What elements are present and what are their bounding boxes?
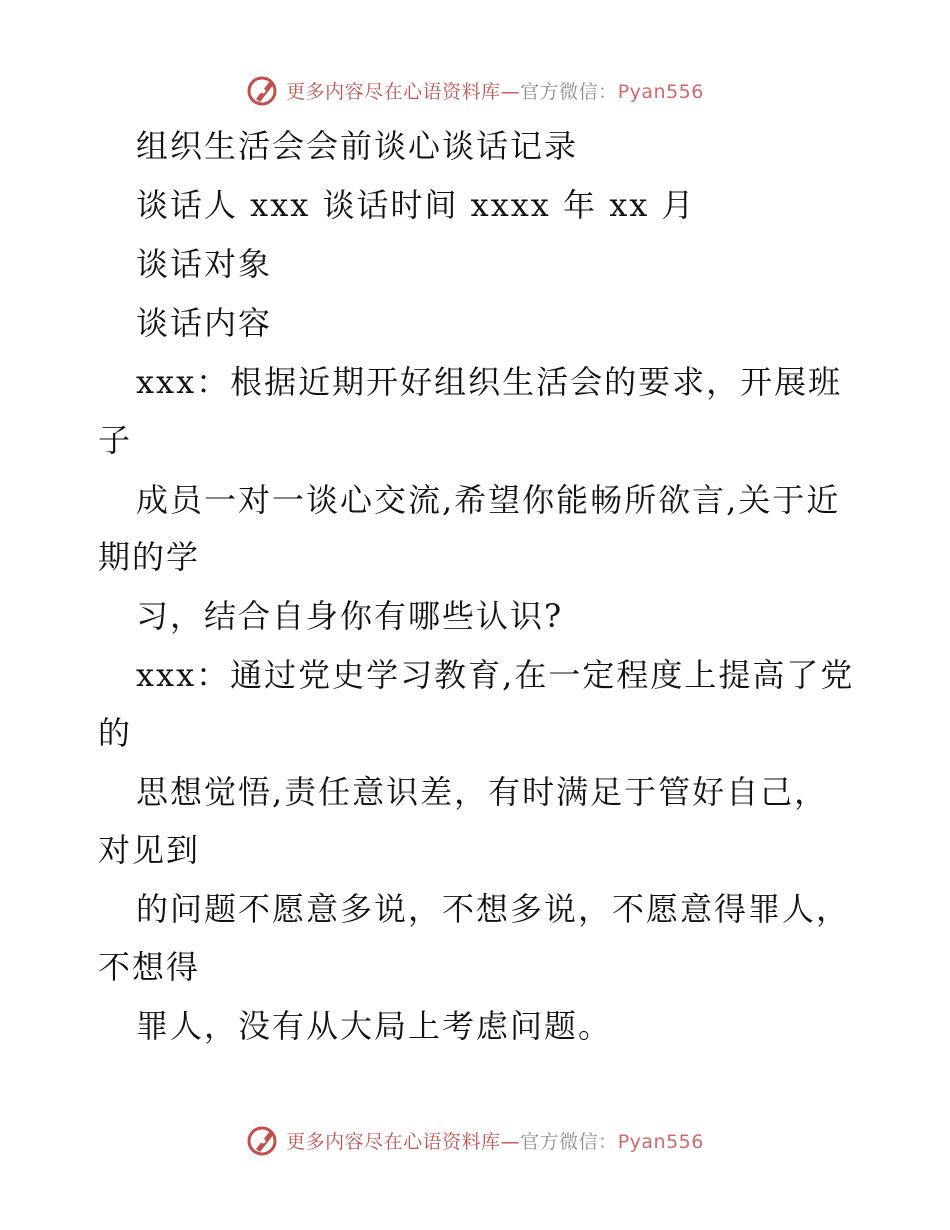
header-watermark — [0, 70, 950, 110]
paragraph-line: 思想觉悟,责任意识差，有时满足于管好自己， — [136, 773, 829, 811]
watermark-wechat-id: Pyan556 — [617, 1130, 704, 1153]
paragraph-line: 的 — [98, 714, 133, 752]
pen-logo-icon — [246, 1123, 280, 1157]
watermark-brand: 更多内容尽在心语资料库 — [286, 80, 501, 103]
target-label: 谈话对象 — [136, 245, 273, 283]
document-title: 组织生活会会前谈心谈话记录 — [136, 127, 579, 165]
paragraph-line: xxx：根据近期开好组织生活会的要求，开展班 — [136, 363, 843, 401]
footer-watermark — [0, 1120, 950, 1160]
paragraph-line: 对见到 — [98, 831, 201, 869]
watermark-wechat-label: 官方微信： — [520, 80, 618, 103]
watermark-text — [286, 1127, 704, 1154]
paragraph-line: 不想得 — [98, 948, 201, 986]
watermark-separator: — — [500, 80, 521, 103]
watermark-wechat-id: Pyan556 — [617, 80, 704, 103]
meta-line: 谈话人 xxx 谈话时间 xxxx 年 xx 月 — [136, 186, 696, 224]
paragraph-line: xxx：通过党史学习教育,在一定程度上提高了党 — [136, 656, 855, 694]
paragraph-line: 成员一对一谈心交流,希望你能畅所欲言,关于近 — [136, 481, 841, 519]
watermark-wechat-label: 官方微信： — [520, 1130, 618, 1153]
paragraph-line: 期的学 — [98, 538, 201, 576]
pen-logo-icon — [246, 73, 280, 107]
paragraph-line: 习，结合自身你有哪些认识? — [136, 597, 564, 635]
paragraph-line: 子 — [98, 421, 133, 459]
watermark-text — [286, 77, 704, 104]
watermark-brand: 更多内容尽在心语资料库 — [286, 1130, 501, 1153]
paragraph-line: 的问题不愿意多说，不想多说，不愿意得罪人， — [136, 890, 851, 928]
paragraph-line: 罪人，没有从大局上考虑问题。 — [136, 1007, 613, 1045]
content-label: 谈话内容 — [136, 304, 273, 342]
watermark-separator: — — [500, 1130, 521, 1153]
